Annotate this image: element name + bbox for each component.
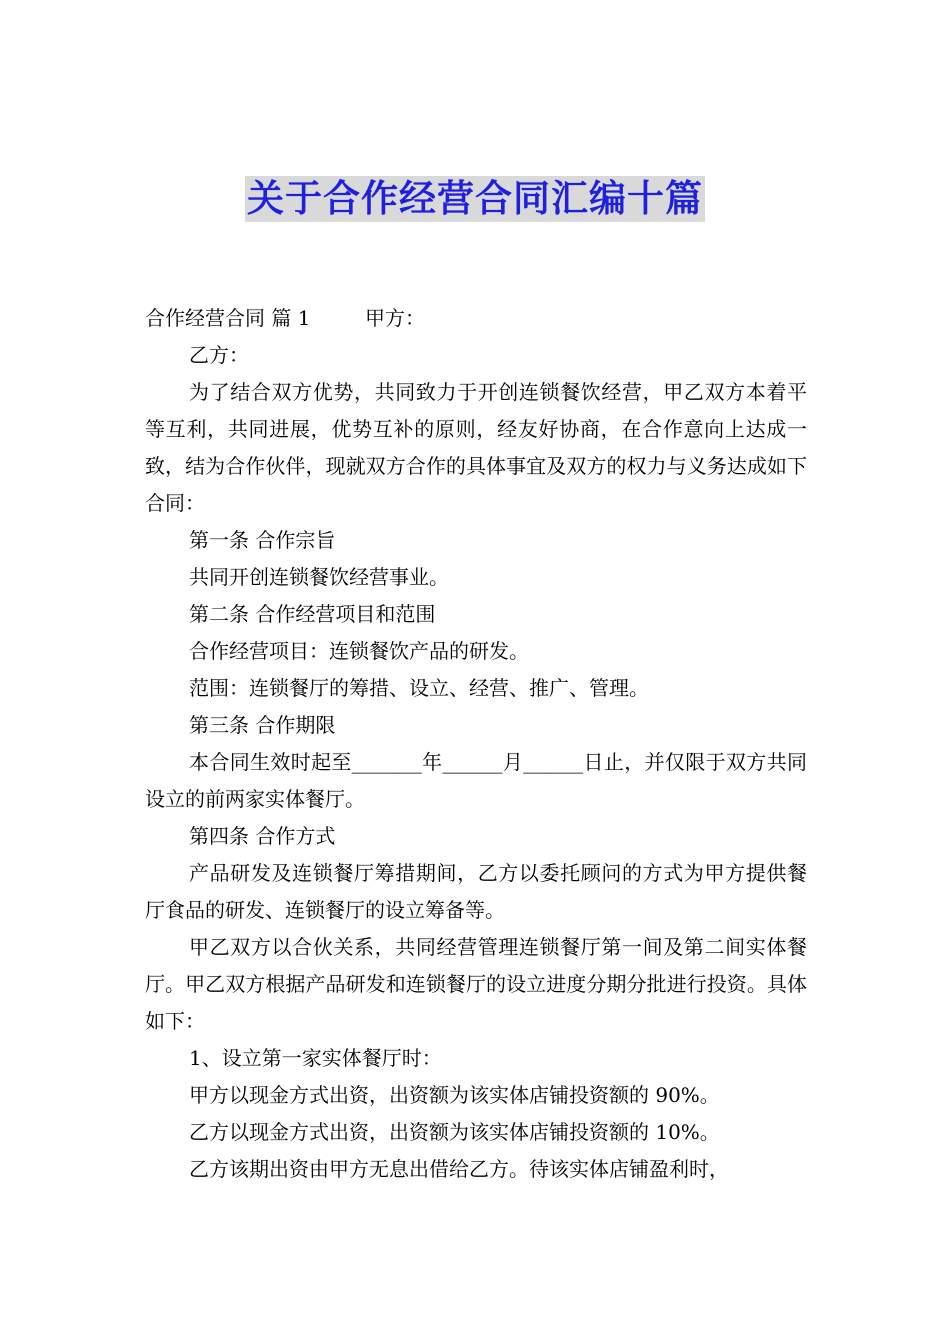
paragraph: 本合同生效时起至_______年______月______日止，并仅限于双方共同设立的前两家实体餐厅。: [145, 750, 807, 811]
paragraph: 共同开创连锁餐饮经营事业。: [189, 565, 449, 589]
paragraph: 为了结合双方优势，共同致力于开创连锁餐饮经营，甲乙双方本着平等互利，共同进展，优势互补的原则，经友好协商，在合作意向上达成一致，结为合作伙伴，现就双方合作的具体事宜及双方的权力与义务达成如下合同：: [145, 380, 807, 515]
list-item: 1、设立第一家实体餐厅时：: [189, 1046, 442, 1070]
paragraph: 范围：连锁餐厅的筹措、设立、经营、推广、管理。: [189, 676, 649, 700]
article-heading: 第一条 合作宗旨: [189, 528, 336, 552]
party-a-label: 甲方：: [365, 306, 425, 330]
section-heading: 合作经营合同 篇 1: [145, 306, 311, 330]
intro-line: [145, 300, 807, 337]
title-container: [0, 176, 950, 222]
paragraph: 甲乙双方以合伙关系，共同经营管理连锁餐厅第一间及第二间实体餐厅。甲乙双方根据产品研发和连锁餐厅的设立进度分期分批进行投资。具体如下：: [145, 935, 807, 1033]
paragraph: 乙方该期出资由甲方无息出借给乙方。待该实体店铺盈利时，: [189, 1157, 729, 1181]
paragraph: 合作经营项目：连锁餐饮产品的研发。: [189, 639, 529, 663]
paragraph: 甲方以现金方式出资，出资额为该实体店铺投资额的 90%。: [189, 1083, 720, 1107]
paragraph: 乙方：: [189, 343, 249, 367]
paragraph: 乙方以现金方式出资，出资额为该实体店铺投资额的 10%。: [189, 1120, 720, 1144]
article-heading: 第三条 合作期限: [189, 713, 336, 737]
article-heading: 第二条 合作经营项目和范围: [189, 602, 436, 626]
document-title: 关于合作经营合同汇编十篇: [247, 177, 703, 220]
paragraph: 产品研发及连锁餐厅筹措期间，乙方以委托顾问的方式为甲方提供餐厅食品的研发、连锁餐厅的设立筹备等。: [145, 861, 807, 922]
document-body: [145, 300, 807, 1188]
article-heading: 第四条 合作方式: [189, 824, 336, 848]
